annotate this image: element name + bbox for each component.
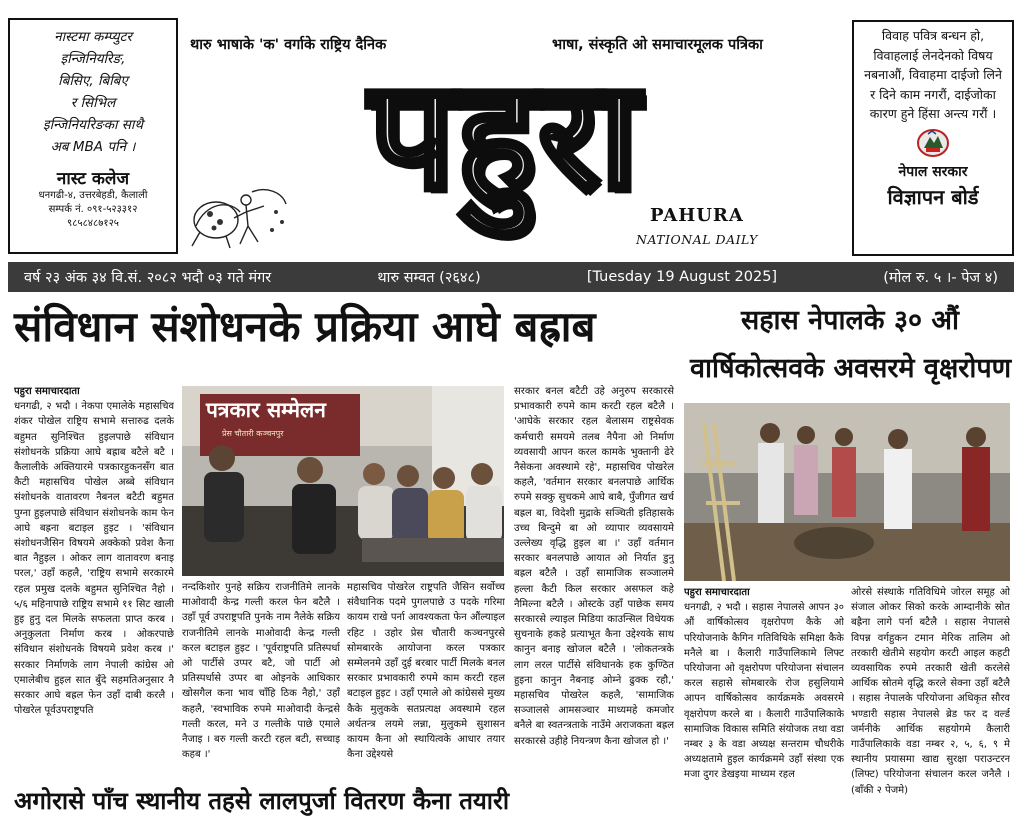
advertising-board: विज्ञापन बोर्ड (887, 184, 979, 209)
price-pages: (मोल रु. ५ ।- पेज ४) (883, 270, 998, 286)
bottom-headline: अगोरासे पाँच स्थानीय तहसे लालपुर्जा वितरण कैना तयारी (14, 787, 510, 815)
story-text: नन्दकिशोर पुनहे सक्रिय राजनीतिमे लानके माओवादी केन्द्र गल्ती करल फेन बटैलै । उहाँ पूर्व उपराष्ट्रपति पुनके नाम नैलेके सक्रिय राजनीतिमे लानके माओवादी केन्द्र गल्ती करल बटाइल हुइट । 'पूर्वराष्ट्रपति प्रतिस्पर्धा ओ पार्टीसे उप्पर बटै, जो पार्टी ओ प्रतिस्पर्धासे उप्पर बा ओइनके आधिकार खोसगैल कना भाव चाँहि ठिक नैहो,' उहाँ कहलै, 'स्वभाविक रुपमे माओवादी केन्द्रसे गल्ती करल, मने उ गल्तीके पाछे एमाले नैजाइ । बरु गल्ती करटी रहल बटी, सच्चाइ कहब ।' (182, 582, 340, 761)
second-story-column-2 (851, 585, 1010, 807)
story-text: महासचिव पोखरेल राष्ट्रपति जैसिन सर्वोच्च संवैधानिक पदमे पुगलपाछे उ पदके गरिमा कायम राखे पर्ना आवश्यकता फेन औंल्याइल रहिट । उहोर प्रेस चौतारी कञ्चनपुरसे सोमबारके आयोजना करल पत्रकार सम्मेलनमे उहाँ दुई बरबार पार्टी मिलके बनल सरकार प्रभावकारी रुपमे काम करटी रहल बटाइल हुइट । उहाँ एमाले ओ कांग्रेससे मुख्य कैके मुलुकके सतप्रत्यक्ष अवस्थामे रहल अर्थतन्त्र लयमे लन्ना, मुलुकमे सुशासन कायम कैना ओ स्थायित्वके आधार तयार कैना उद्देश्यसे (347, 582, 505, 761)
tharu-dance-illustration (186, 182, 290, 250)
ad-course-list: नास्टमा कम्प्युटर इन्जिनियरिङ, बिसिए, बिबिए र सिभिल इन्जिनियरिङका साथै अब MBA पनि । (42, 29, 143, 155)
college-phone: सम्पर्क नं. ०९१-५२३३१२ (48, 204, 138, 215)
second-story-column-1 (684, 585, 844, 807)
main-story-column-3 (347, 580, 505, 782)
dateline-bar (8, 262, 1014, 292)
dowry-message: विवाह पवित्र बन्धन हो, विवाहलाई लेनदेनको विषय नबनाऔं, विवाहमा दाईजो लिने र दिने काम नगरौं, दाईजोका कारण हुने हिंसा अन्त्य गरौं । (864, 28, 1002, 121)
second-headline-line2: वार्षिकोत्सवके अवसरमे वृक्षरोपण (690, 353, 1012, 384)
press-conference-photo (182, 386, 504, 576)
college-name: नास्ट कलेज (56, 169, 130, 189)
second-headline-line1: सहास नेपालके ३० औं (740, 305, 960, 336)
main-story-column-4 (514, 384, 674, 782)
nepal-government: नेपाल सरकार (898, 163, 968, 180)
english-date: [Tuesday 19 August 2025] (586, 269, 778, 285)
nepal-emblem-icon (916, 128, 950, 158)
byline: पहुरा समाचारदाता (14, 386, 80, 397)
photo-banner-subtext: प्रेस चौतारी कञ्चनपुर (222, 429, 284, 438)
pahura-english: PAHURA (650, 205, 744, 226)
main-story-column-1 (14, 384, 174, 782)
tagline-right: भाषा, संस्कृति ओ समाचारमूलक पत्रिका (552, 37, 763, 53)
college-address: धनगढी-४, उत्तरबेहडी, कैलाली (38, 190, 148, 201)
main-headline: संविधान संशोधनके प्रक्रिया आघे बह्राब (14, 302, 596, 351)
national-daily: NATIONAL DAILY (636, 232, 758, 247)
story-text: ओरसे संस्थाके गतिविधिमे जोरल समूह ओ संजाल ओकर सिको करके आम्दानीके स्रोत बह्रैना लागे पर्ना बटैलै । सहास नेपालसे विपन्न वर्गहुकन टमान मेरिक तालिम ओ तरकारी खेतीमे सहयोग करटी आइल कहटी व्यवसायिक रुपमे तरकारी खेती करलेसे आर्थिक स्रोतमे वृद्धि करले सेक्ना उहाँ बटैलै । सहास नेपालके परियोजना अधिकृत सौरव भण्डारी सहास नेपालसे ब्रेड फर द वर्ल्ड जर्मनीके आर्थिक सहयोगमे कैलारी गाउँपालिकाके वडा नम्बर २, ५, ६, ९ मे स्थानीय प्रयासमा खाद्य सुरक्षा पराउन्टरन (लिफ्ट) परियोजना संचालन करल जनैलै । (बाँकी २ पेजमे) (851, 587, 1010, 796)
advertising-board-ad (852, 20, 1014, 256)
tagline-left: थारु भाषाके 'क' वर्गाके राष्ट्रिय दैनिक (190, 37, 387, 53)
byline: पहुरा समाचारदाता (684, 587, 750, 598)
nast-college-ad (8, 18, 178, 254)
story-text: सरकार बनल बटैटी उहे अनुरुप सरकारसे प्रभावकारी रुपमे काम करटी रहल बटैलै । 'आघेके सरकार रहल बेलासम राष्ट्रसेवक कर्मचारी समयमे तलब नैपैना ओ निर्माण व्यवसायी आपन करल कामके भुक्तानी ढेरे नैसेकना अवस्थामे रहे', महासचिव पोखरेल कहलै, 'वर्तमान सरकार बनलपाछे आर्थिक रुपमे सक्कु सुचकमे आघे बाबै, पुँजीगत खर्च बह्रल बा, विदेशी मुद्राके सञ्चिती इतिहासके उच्च बिन्दुमे बा ओ व्यापार व्यवसायमे उल्लेख्य वृद्धि हुइल बा ।' उहाँ वर्तमान सरकार बनलपाछे आयात ओ निर्यात डुनु बह्रल बटैलै । उहाँ सामाजिक सञ्जालमे हल्ला कैटी किल सरकार असफल कहे नैमिल्ना बटैलै । ओस्टके उहाँ पाछेक समय सरकारसे ल्याइल मिडिया काउन्सिल विधेयक सुचनाके हकहे प्रत्याभूत कैना उद्देश्यके साथ कानुन बनाइ खोजल बटैलै । 'लोकतन्त्रके लाग लरल पार्टीसे संविधानके हक कुण्ठित हुइना कानुन नैबनाइ ओम्ने ढुक्क रहौ,' महासचिव पोखरेल कहलै, 'सामाजिक सञ्जालसे आमसञ्चार माध्यमहे कमजोर बनैले बा स्वतन्त्रताके नाउँमे अराजकता बह्रल सरकारसे उहीहे नियन्त्रण कैना खोजल हो ।' (514, 386, 674, 747)
photo-banner-text: पत्रकार सम्मेलन (206, 398, 326, 422)
masthead-title: पहुरा (369, 47, 641, 223)
story-text: धनगढी, २ भदौ । सहास नेपालसे आपन ३० औं वार्षिकोत्सव वृक्षरोपण कैके ओ परियोजनाके कैगिन गतिविधिके समिक्षा कैके मनैले बा । कैलारी गाउँपालिकामे लिफ्ट परियोजना ओ वृक्षरोपण परियोजना संचालन करल सहासे सोमबारके रोज हसुलियामे आपन वार्षिकोत्सव कार्यक्रमके अवसरमे वृक्षरोपण करले बा । कैलारी गाउँपालिकाके सामाजिक विकास समिति संयोजक तथा वडा नम्बर ३ के वडा अध्यक्ष सन्तराम चौधरीके अध्यक्षतामे हुइल कार्यक्रममे उहाँ संस्था एक मजा दुगर डेखइया माध्यम रहल (684, 602, 844, 781)
tree-planting-photo (684, 403, 1010, 581)
main-story-column-2 (182, 580, 340, 782)
story-text: धनगढी, २ भदौ । नेकपा एमालेके महासचिव शंकर पोखेल राष्ट्रिय सभामे सत्तारुढ दलके बहुमत सुनिश्चित हुइलपाछे संविधान संशोधनके प्रक्रिया आघे बह्राब बटैले बटै । कैलालीके अक्तियारमे पत्रकारहुकनसँग बात कैटी महासचिव पोखेल अब्बे संविधान संशोधनके वातावरण नैबनल बटैटी बहुमत पुग्ना हुइलपाछे संविधान संशोधनके काम फेन आघे बह्रना बटाइल हुइट । 'संविधान संशोधनजैसिन विषयमे अक्केको प्रवेश कैना बात नैहुइल । ओकर लाग वातावरण बनाइ परल,' उहाँ कहलै, 'राष्ट्रिय सभामे सरकारमे रहल प्रमुख दलके बहुमत सुनिश्चित नैहो । ५/६ महिनापाछे राष्ट्रिय सभामे ११ सिट खाली हुइ हुनु दल मिलके सफलता प्राप्त करब । अनुकुलता निर्माण करब । ओकरपाछे संविधान संशोधनके विषयमे प्रवेश करब ।' सरकार निर्माणके लाग नेपाली कांग्रेस ओ एमालेबीच हुइल सात बुँदे सहमतिअनुसार नै सरकार आघे बह्रल फेन उहाँ दाबी करलै । पोखरेल पूर्वउपराष्ट्रपति (14, 401, 174, 717)
college-mobile: ९८५८४८७१२५ (67, 218, 119, 229)
tharu-year: थारु सम्वत (२६४८) (377, 270, 481, 286)
issue-volume: वर्ष २३ अंक ३४ वि.सं. २०८२ भदौ ०३ गते मंगर (24, 270, 272, 286)
